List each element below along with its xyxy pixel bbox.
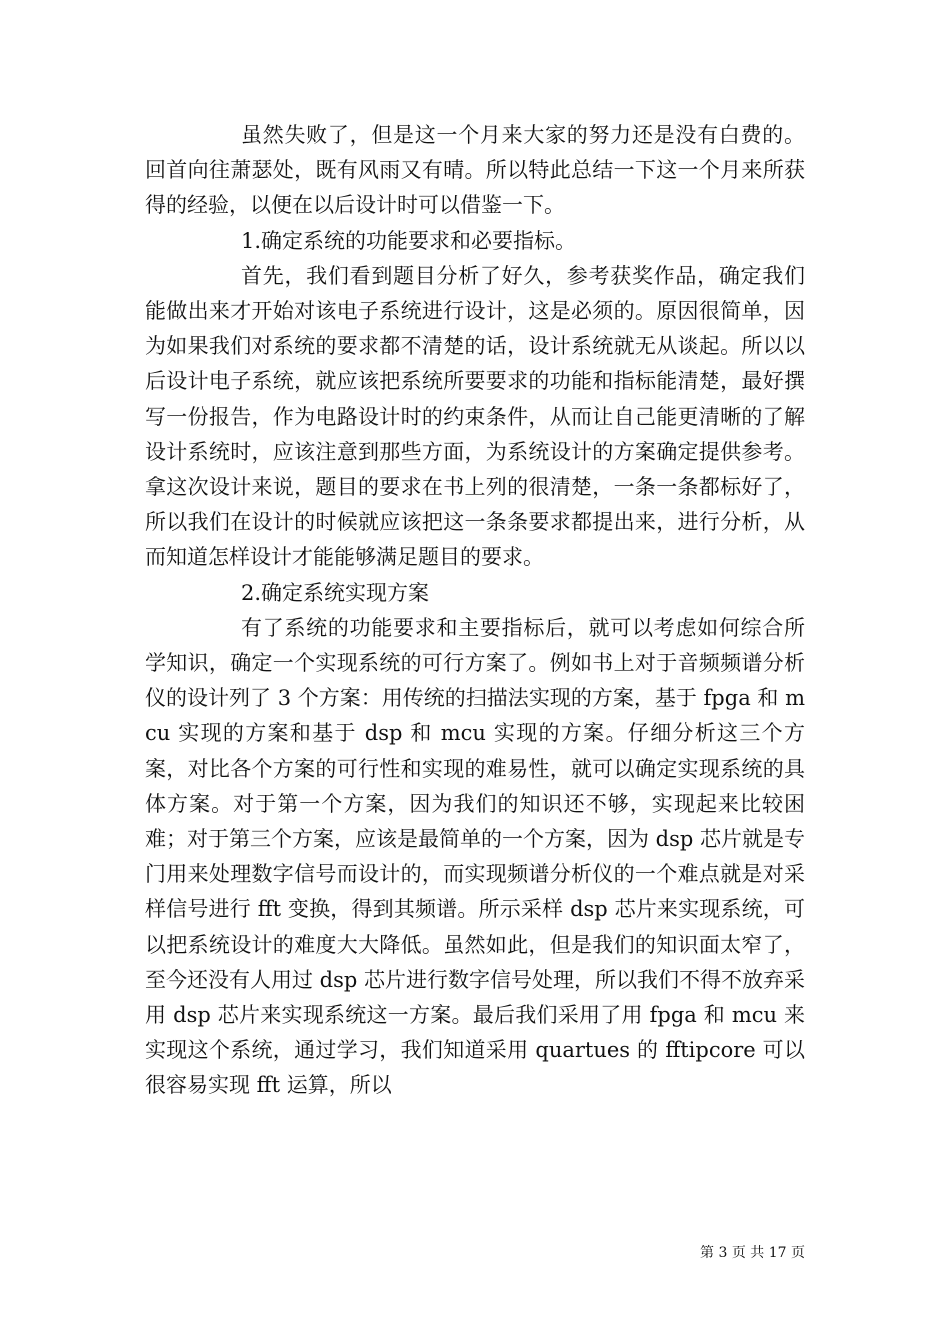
section-heading-2: 2.确定系统实现方案 xyxy=(241,580,430,605)
document-body xyxy=(145,118,805,1104)
section-heading-1: 1.确定系统的功能要求和必要指标。 xyxy=(241,228,577,253)
paragraph-intro: 虽然失败了，但是这一个月来大家的努力还是没有白费的。回首向往萧瑟处，既有风雨又有晴。所以特此总结一下这一个月来所获得的经验，以便在以后设计时可以借鉴一下。 xyxy=(145,123,805,218)
paragraph-implementation: 有了系统的功能要求和主要指标后，就可以考虑如何综合所学知识，确定一个实现系统的可行方案了。例如书上对于音频频谱分析仪的设计列了 3 个方案：用传统的扫描法实现的方案，基于 fpga 和 mcu 实现的方案和基于 dsp 和 mcu 实现的方案。仔细分析这三个方案，对比各个方案的可行性和实现的难易性，就可以确定实现系统的具体方案。对于第一个方案，因为我们的知识还不够，实现起来比较困难；对于第三个方案，应该是最简单的一个方案，因为 dsp 芯片就是专门用来处理数字信号而设计的，而实现频谱分析仪的一个难点就是对采样信号进行 fft 变换，得到其频谱。所示采样 dsp 芯片来实现系统，可以把系统设计的难度大大降低。虽然如此，但是我们的知识面太窄了，至今还没有人用过 dsp 芯片进行数字信号处理，所以我们不得不放弃采用 dsp 芯片来实现系统这一方案。最后我们采用了用 fpga 和 mcu 来实现这个系统，通过学习，我们知道采用 quartues 的 fftipcore 可以很容易实现 fft 运算，所以 xyxy=(145,615,806,1098)
paragraph-requirements: 首先，我们看到题目分析了好久，参考获奖作品，确定我们能做出来才开始对该电子系统进行设计，这是必须的。原因很简单，因为如果我们对系统的要求都不清楚的话，设计系统就无从谈起。所以以后设计电子系统，就应该把系统所要要求的功能和指标能清楚，最好撰写一份报告，作为电路设计时的约束条件，从而让自己能更清晰的了解设计系统时，应该注意到那些方面，为系统设计的方案确定提供参考。拿这次设计来说，题目的要求在书上列的很清楚，一条一条都标好了，所以我们在设计的时候就应该把这一条条要求都提出来，进行分析，从而知道怎样设计才能能够满足题目的要求。 xyxy=(145,263,805,570)
page-number-footer: 第 3 页 共 17 页 xyxy=(700,1245,805,1261)
